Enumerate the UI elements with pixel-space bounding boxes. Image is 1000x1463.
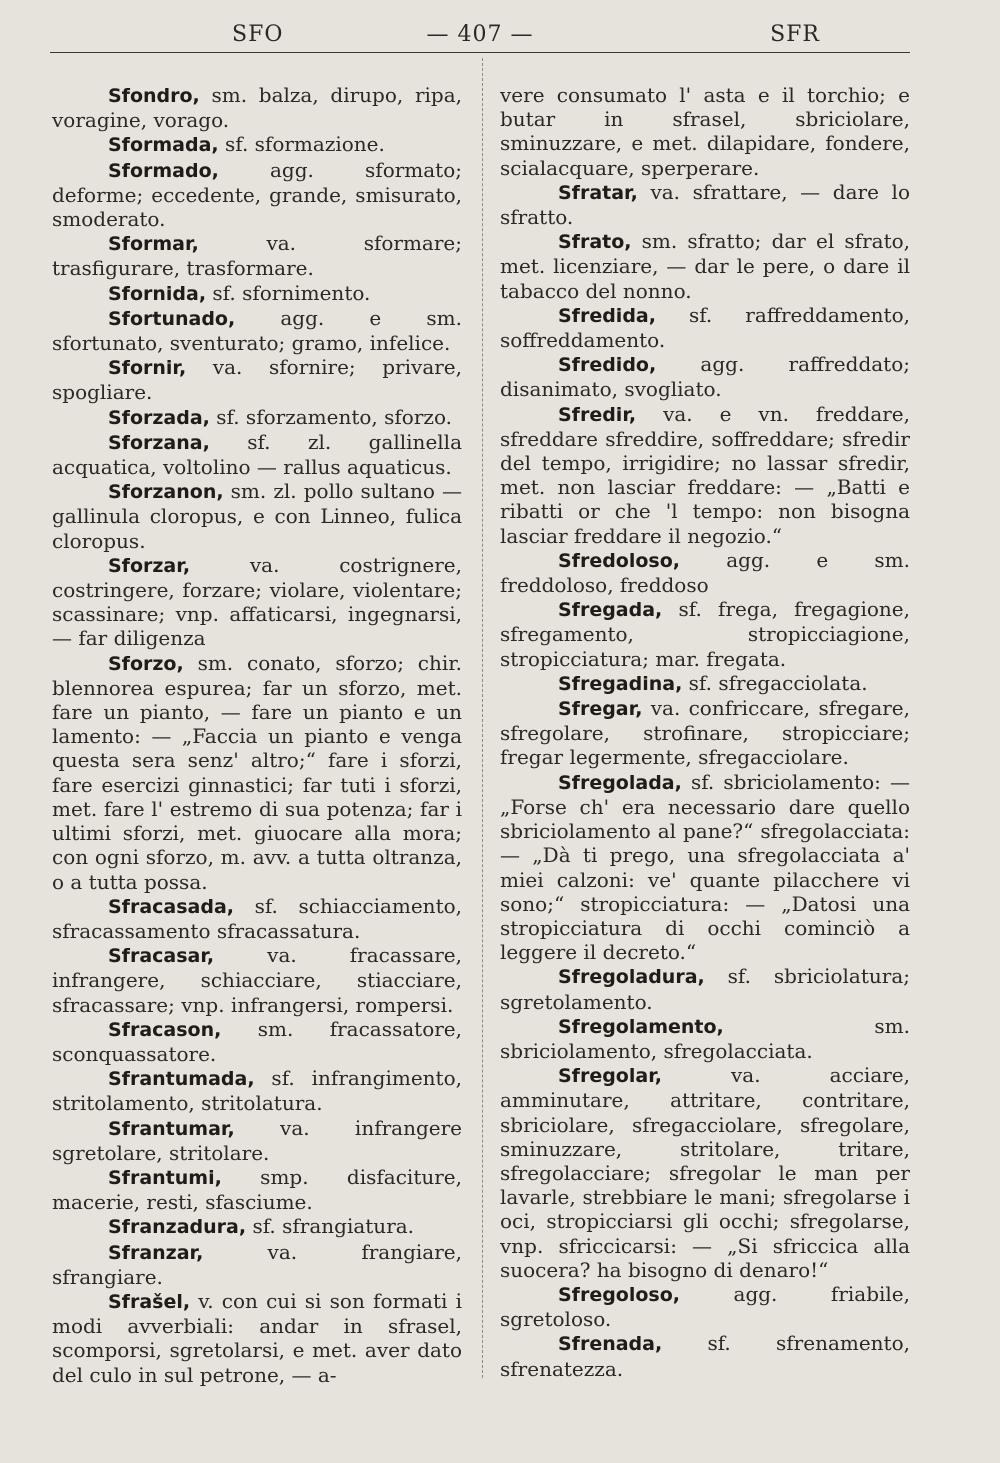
dictionary-entry	[52, 83, 462, 132]
entry-definition: vere consumato l' asta e il torchio; e butar in sfrasel, sbriciolare, sminuzzare, e met. dilapidare, fondere, scialacquare, sperperare.	[500, 83, 910, 180]
entry-headword: Sfranzadura,	[108, 1216, 247, 1239]
entry-headword: Sfregoloso,	[558, 1283, 681, 1306]
header-rule	[50, 52, 910, 53]
right-column	[500, 83, 910, 1381]
entry-definition: va. infrangere sgretolare, stritolare.	[52, 1115, 462, 1165]
dictionary-entry	[52, 894, 462, 943]
dictionary-entry	[52, 306, 462, 355]
entry-headword: Sfornir,	[108, 357, 187, 380]
entry-headword: Sfortunado,	[108, 307, 236, 330]
entry-definition: v. con cui si son formati i modi avverbiali: andar in sfrasel, scomporsi, sgretolarsi, e met. aver dato del culo in sul petrone, — a-	[52, 1288, 462, 1387]
dictionary-entry	[500, 696, 910, 770]
entry-definition: sm. balza, dirupo, ripa, voragine, vorago.	[52, 83, 462, 133]
dictionary-entry	[52, 553, 462, 651]
entry-headword: Sfregolamento,	[558, 1015, 724, 1038]
dictionary-entry	[52, 1116, 462, 1165]
entry-headword: Sfrantumi,	[108, 1166, 222, 1189]
header-left: SFO	[232, 22, 284, 47]
entry-definition: sf. sfornimento.	[206, 280, 371, 305]
entry-headword: Sfornida,	[108, 282, 207, 305]
dictionary-entry	[500, 548, 910, 597]
entry-definition: va. sformare; trasfigurare, trasformare.	[52, 231, 462, 281]
dictionary-entry	[52, 1214, 462, 1239]
entry-headword: Sforzo,	[108, 652, 184, 675]
entry-definition: agg. friabile, sgretoloso.	[500, 1281, 910, 1332]
entry-definition: sf. raffreddamento, soffreddamento.	[500, 302, 910, 353]
entry-headword: Sfregar,	[558, 698, 643, 721]
entry-definition: va. sfornire; privare, spogliare.	[52, 355, 462, 405]
dictionary-entry	[52, 158, 462, 232]
entry-definition: agg. e sm. freddoloso, freddoso	[500, 547, 910, 598]
entry-definition: sf. sfregacciolata.	[682, 670, 868, 695]
entry-definition: va. costrignere, costringere, forzare; violare, violentare; scassinare; vnp. affaticarsi, ingegnarsi, — far diligenza	[52, 552, 462, 651]
entry-definition: sf. sfrangiatura.	[246, 1214, 415, 1239]
dictionary-entry	[52, 1017, 462, 1066]
dictionary-entry	[500, 1331, 910, 1380]
entry-definition: sf. frega, fregagione, sfregamento, stropicciagione, stropicciatura; mar. fregata.	[500, 597, 910, 671]
entry-definition: sf. zl. gallinella acquatica, voltolino — rallus aquaticus.	[52, 429, 462, 480]
entry-headword: Sfregoladura,	[558, 966, 705, 989]
entry-definition: va. e vn. freddare, sfreddare sfreddire, soffreddare; sfredir del tempo, irrigidire; no lassar sfredir, met. non lasciar freddare: — „Batti e ribatti or che 'l tempo: non bisogna lasciar freddare il negozio.“	[500, 401, 910, 548]
dictionary-entry	[52, 355, 462, 404]
header-right: SFR	[770, 22, 820, 47]
entry-headword: Sfrenada,	[558, 1333, 663, 1356]
entry-headword: Sfregadina,	[558, 672, 683, 695]
entry-definition: agg. sformato; deforme; eccedente, grande, smisurato, smoderato.	[52, 157, 462, 232]
entry-headword: Sfracasar,	[108, 945, 215, 968]
entry-definition: sf. sbriciolatura; sgretolamento.	[500, 964, 910, 1014]
entry-headword: Sformar,	[108, 233, 199, 256]
column-divider	[482, 58, 483, 1378]
dictionary-entry	[52, 231, 462, 280]
entry-headword: Sforzanon,	[108, 481, 224, 504]
dictionary-entry	[500, 180, 910, 229]
entry-definition: sf. sforzamento, sforzo.	[209, 404, 452, 429]
dictionary-entry	[52, 430, 462, 479]
entry-headword: Sfratar,	[558, 181, 638, 204]
entry-definition: sf. infrangimento, stritolamento, stritolatura.	[52, 1066, 462, 1116]
dictionary-entry	[52, 281, 462, 306]
entry-headword: Sfregolar,	[558, 1065, 662, 1088]
entry-headword: Sforzada,	[108, 406, 210, 429]
dictionary-entry	[52, 1289, 462, 1387]
dictionary-entry	[500, 352, 910, 401]
dictionary-entry	[500, 83, 910, 180]
entry-headword: Sforzana,	[108, 431, 210, 454]
entry-definition: sf. sfrenamento, sfrenatezza.	[500, 1331, 910, 1381]
entry-definition: sm. conato, sforzo; chir. blennorea espurea; far un sforzo, met. fare un pianto, — fare un pianto e un lamento: — „Faccia un pianto e venga questa sera senz' altro;“ fare i sforzi, fare esercizi ginnastici; far tuti i sforzi, met. fare l' estremo di sua potenza; far i ultimi sforzi, met. giuocare alla mora; con ogni sforzo, m. avv. a tutta oltranza, o a tutta possa.	[52, 650, 462, 894]
left-column	[52, 83, 462, 1387]
dictionary-entry	[500, 770, 910, 965]
dictionary-entry	[52, 132, 462, 157]
dictionary-entry	[52, 943, 462, 1017]
entry-headword: Sformada,	[108, 134, 219, 157]
dictionary-entry	[52, 405, 462, 430]
page-header	[50, 22, 910, 52]
entry-definition: sm. zl. pollo sultano — gallinula cloropus, e con Linneo, fulica cloropus.	[52, 479, 462, 553]
entry-definition: va. acciare, amminutare, attritare, contritare, sbriciolare, sfregacciolare, sfregolare, sminuzzare, stritolare, tritare, sfregolacciare; sfregolar le man per lavarle, strebbiare le mani; sfregolarse i oci, stropicciarsi gli occhi; sfregolarse, vnp. sfriccicarsi: — „Si sfriccica alla suocera? ha bisogno di denaro!“	[500, 1063, 910, 1282]
dictionary-entry	[52, 479, 462, 553]
entry-headword: Sfrato,	[558, 231, 632, 254]
dictionary-entry	[500, 597, 910, 671]
dictionary-entry	[500, 1063, 910, 1282]
entry-headword: Sfregada,	[558, 599, 663, 622]
entry-definition: va. confriccare, sfregare, sfregolare, strofinare, stropicciare; fregar legermente, sfregacciolare.	[500, 696, 910, 770]
entry-headword: Sformado,	[108, 159, 219, 182]
dictionary-entry	[500, 671, 910, 696]
entry-headword: Sfracason,	[108, 1018, 222, 1041]
entry-headword: Sfredoloso,	[558, 549, 681, 572]
dictionary-entry	[500, 402, 910, 548]
entry-headword: Sfracasada,	[108, 895, 234, 918]
entry-headword: Sfredida,	[558, 304, 656, 327]
entry-definition: sm. sbriciolamento, sfregolacciata.	[500, 1013, 910, 1063]
entry-headword: Sfrašel,	[108, 1290, 191, 1313]
dictionary-entry	[500, 229, 910, 303]
entry-headword: Sforzar,	[108, 554, 191, 577]
entry-definition: agg. e sm. sfortunato, sventurato; gramo, infelice.	[52, 305, 462, 356]
dictionary-entry	[52, 1240, 462, 1289]
dictionary-entry	[52, 651, 462, 894]
entry-definition: sf. sbriciolamento: — „Forse ch' era necessario dare quello sbriciolamento al pane?“ sfregolacciata: — „Dà ti prego, una sfregolacciata a' miei calzoni: ve' quante pilacchere vi sono;“ stropicciatura: — „Datosi una stropicciatura di occhi cominciò a leggere il decreto.“	[500, 769, 910, 965]
dictionary-entry	[500, 964, 910, 1013]
entry-headword: Sfondro,	[108, 85, 200, 107]
entry-definition: smp. disfaciture, macerie, resti, sfasciume.	[52, 1164, 462, 1215]
entry-headword: Sfrantumar,	[108, 1117, 235, 1140]
entry-definition: sf. schiacciamento, sfracassamento sfracassatura.	[52, 893, 462, 943]
entry-headword: Sfrantumada,	[108, 1068, 255, 1091]
dictionary-entry	[52, 1165, 462, 1214]
dictionary-entry	[500, 303, 910, 352]
entry-definition: agg. raffreddato; disanimato, svogliato.	[500, 352, 910, 402]
entry-headword: Sfranzar,	[108, 1241, 204, 1264]
entry-definition: va. fracassare, infrangere, schiacciare, stiacciare, sfracassare; vnp. infrangersi, rompersi.	[52, 943, 462, 1017]
entry-headword: Sfredido,	[558, 354, 657, 377]
entry-headword: Sfregolada,	[558, 771, 682, 794]
entry-definition: va. frangiare, sfrangiare.	[52, 1239, 462, 1289]
entry-definition: sf. sformazione.	[218, 132, 385, 157]
entry-headword: Sfredir,	[558, 403, 637, 426]
entry-definition: sm. fracassatore, sconquassatore.	[52, 1016, 462, 1066]
entry-definition: va. sfrattare, — dare lo sfratto.	[500, 179, 910, 230]
entry-definition: sm. sfratto; dar el sfrato, met. licenziare, — dar le pere, o dare il tabacco del nonno.	[500, 229, 910, 303]
dictionary-entry	[500, 1282, 910, 1331]
dictionary-entry	[500, 1014, 910, 1063]
page-number: — 407 —	[426, 22, 534, 47]
dictionary-entry	[52, 1066, 462, 1115]
